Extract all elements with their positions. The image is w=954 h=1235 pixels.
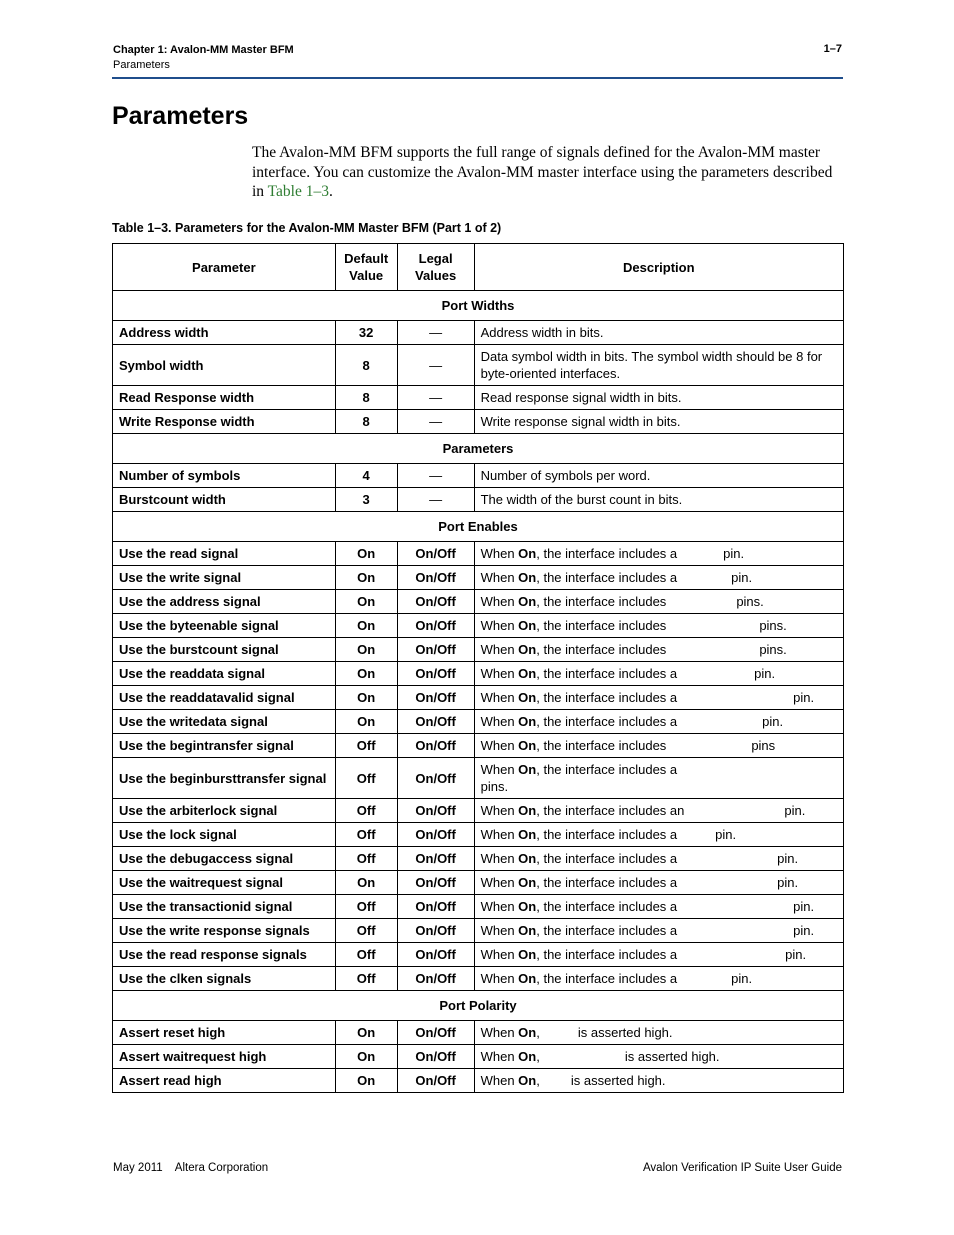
desc-clause: , bbox=[536, 1073, 540, 1088]
table-caption: Table 1–3. Parameters for the Avalon-MM Master BFM (Part 1 of 2) bbox=[112, 221, 502, 235]
legal-values: On/Off bbox=[397, 1069, 474, 1093]
default-value: Off bbox=[335, 847, 397, 871]
header-legal-text: Legal Values bbox=[415, 251, 457, 283]
parameter-name: Number of symbols bbox=[113, 464, 336, 488]
header-parameter: Parameter bbox=[113, 244, 336, 291]
section-row bbox=[113, 512, 844, 542]
legal-values: On/Off bbox=[397, 895, 474, 919]
desc-tail: pins. bbox=[759, 642, 787, 657]
desc-when: When bbox=[480, 803, 519, 818]
desc-tail: pin. bbox=[777, 875, 799, 890]
table-row bbox=[113, 823, 844, 847]
description bbox=[474, 943, 843, 967]
desc-when: When bbox=[480, 642, 519, 657]
desc-tail: pin. bbox=[715, 827, 737, 842]
table-row bbox=[113, 871, 844, 895]
default-value: On bbox=[335, 710, 397, 734]
description bbox=[474, 662, 843, 686]
description: Read response signal width in bits. bbox=[474, 386, 843, 410]
desc-on: On bbox=[518, 738, 537, 753]
default-value: Off bbox=[335, 823, 397, 847]
table-row bbox=[113, 614, 844, 638]
parameter-name: Use the readdata signal bbox=[113, 662, 336, 686]
legal-values: On/Off bbox=[397, 638, 474, 662]
header-description: Description bbox=[474, 244, 843, 291]
table-row bbox=[113, 799, 844, 823]
parameter-name: Use the transactionid signal bbox=[113, 895, 336, 919]
table-row bbox=[113, 758, 844, 799]
default-value: On bbox=[335, 871, 397, 895]
desc-on: On bbox=[518, 923, 537, 938]
desc-tail: pin. bbox=[784, 803, 806, 818]
desc-on: On bbox=[518, 594, 537, 609]
section-title: Port Widths bbox=[113, 291, 844, 321]
table-row bbox=[113, 943, 844, 967]
default-value: 32 bbox=[335, 321, 397, 345]
desc-tail: pin. bbox=[731, 971, 753, 986]
table-row bbox=[113, 590, 844, 614]
default-value: Off bbox=[335, 758, 397, 799]
table-row bbox=[113, 710, 844, 734]
desc-tail: is asserted high. bbox=[570, 1073, 666, 1088]
parameter-name: Use the clken signals bbox=[113, 967, 336, 991]
desc-clause: , the interface includes a bbox=[536, 899, 678, 914]
description bbox=[474, 758, 843, 799]
page-number: 1–7 bbox=[823, 43, 842, 55]
legal-values: On/Off bbox=[397, 919, 474, 943]
section-title: Port Polarity bbox=[113, 991, 844, 1021]
description: Write response signal width in bits. bbox=[474, 410, 843, 434]
desc-clause: , the interface includes bbox=[536, 594, 667, 609]
default-value: On bbox=[335, 566, 397, 590]
description: The width of the burst count in bits. bbox=[474, 488, 843, 512]
desc-when: When bbox=[480, 827, 519, 842]
desc-on: On bbox=[518, 666, 537, 681]
intro-end: . bbox=[328, 183, 333, 200]
parameter-name: Use the debugaccess signal bbox=[113, 847, 336, 871]
table-body bbox=[113, 291, 844, 1093]
table-row bbox=[113, 847, 844, 871]
legal-values: On/Off bbox=[397, 847, 474, 871]
desc-clause: , the interface includes a bbox=[536, 666, 678, 681]
description bbox=[474, 919, 843, 943]
legal-values: On/Off bbox=[397, 590, 474, 614]
description bbox=[474, 566, 843, 590]
table-row bbox=[113, 386, 844, 410]
footer-date-company: May 2011 Altera Corporation bbox=[113, 1162, 269, 1174]
desc-tail: pin. bbox=[754, 666, 776, 681]
description bbox=[474, 823, 843, 847]
desc-clause: , the interface includes bbox=[536, 618, 667, 633]
table-row bbox=[113, 967, 844, 991]
parameter-name: Use the beginbursttransfer signal bbox=[113, 758, 336, 799]
desc-on: On bbox=[518, 690, 537, 705]
desc-on: On bbox=[518, 1073, 537, 1088]
desc-when: When bbox=[480, 923, 519, 938]
header-rule bbox=[112, 77, 843, 79]
description bbox=[474, 799, 843, 823]
table-row bbox=[113, 686, 844, 710]
desc-when: When bbox=[480, 594, 519, 609]
desc-tail: pin. bbox=[731, 570, 753, 585]
desc-when: When bbox=[480, 947, 519, 962]
parameter-name: Use the write signal bbox=[113, 566, 336, 590]
desc-clause: , bbox=[536, 1049, 540, 1064]
desc-on: On bbox=[518, 947, 537, 962]
parameter-name: Use the arbiterlock signal bbox=[113, 799, 336, 823]
parameter-name: Use the address signal bbox=[113, 590, 336, 614]
desc-on: On bbox=[518, 851, 537, 866]
section-row bbox=[113, 991, 844, 1021]
section-row bbox=[113, 291, 844, 321]
section-title: Parameters bbox=[113, 434, 844, 464]
desc-clause: , the interface includes bbox=[536, 642, 667, 657]
table-row bbox=[113, 662, 844, 686]
parameter-name: Assert read high bbox=[113, 1069, 336, 1093]
default-value: On bbox=[335, 1069, 397, 1093]
desc-when: When bbox=[480, 1049, 519, 1064]
desc-clause: , the interface includes a bbox=[536, 827, 678, 842]
description bbox=[474, 542, 843, 566]
desc-clause: , the interface includes a bbox=[536, 690, 678, 705]
header-default bbox=[335, 244, 397, 291]
desc-clause: , the interface includes a bbox=[536, 714, 678, 729]
parameter-name: Use the begintransfer signal bbox=[113, 734, 336, 758]
desc-on: On bbox=[518, 827, 537, 842]
legal-values: On/Off bbox=[397, 871, 474, 895]
description: Data symbol width in bits. The symbol width should be 8 for byte-oriented interfaces. bbox=[474, 345, 843, 386]
desc-tail: pin. bbox=[762, 714, 784, 729]
legal-values: On/Off bbox=[397, 1021, 474, 1045]
table-row bbox=[113, 321, 844, 345]
parameter-name: Use the waitrequest signal bbox=[113, 871, 336, 895]
description bbox=[474, 614, 843, 638]
desc-when: When bbox=[480, 971, 519, 986]
default-value: Off bbox=[335, 919, 397, 943]
description bbox=[474, 1069, 843, 1093]
parameter-name: Use the writedata signal bbox=[113, 710, 336, 734]
legal-values: On/Off bbox=[397, 662, 474, 686]
desc-tail: pin. bbox=[793, 923, 815, 938]
table-row bbox=[113, 464, 844, 488]
desc-tail: pin. bbox=[777, 851, 799, 866]
default-value: On bbox=[335, 542, 397, 566]
desc-on: On bbox=[518, 1025, 537, 1040]
desc-when: When bbox=[480, 546, 519, 561]
desc-on: On bbox=[518, 803, 537, 818]
default-value: Off bbox=[335, 967, 397, 991]
default-value: 3 bbox=[335, 488, 397, 512]
desc-clause: , the interface includes a bbox=[536, 947, 678, 962]
legal-values: On/Off bbox=[397, 799, 474, 823]
desc-clause: , the interface includes a bbox=[536, 546, 678, 561]
table-row bbox=[113, 488, 844, 512]
desc-on: On bbox=[518, 546, 537, 561]
default-value: On bbox=[335, 590, 397, 614]
desc-tail: pin. bbox=[723, 546, 745, 561]
desc-on: On bbox=[518, 570, 537, 585]
default-value: 8 bbox=[335, 345, 397, 386]
default-value: 4 bbox=[335, 464, 397, 488]
desc-when: When bbox=[480, 666, 519, 681]
desc-tail: pin. bbox=[793, 899, 815, 914]
legal-values: On/Off bbox=[397, 758, 474, 799]
table-row bbox=[113, 1021, 844, 1045]
parameter-name: Write Response width bbox=[113, 410, 336, 434]
desc-on: On bbox=[518, 618, 537, 633]
desc-on: On bbox=[518, 714, 537, 729]
parameter-name: Use the read response signals bbox=[113, 943, 336, 967]
page-title: Parameters bbox=[112, 102, 249, 130]
section-name: Parameters bbox=[113, 59, 170, 71]
parameter-name: Burstcount width bbox=[113, 488, 336, 512]
desc-clause: , the interface includes a bbox=[536, 762, 678, 777]
description bbox=[474, 734, 843, 758]
legal-values: On/Off bbox=[397, 614, 474, 638]
table-row bbox=[113, 638, 844, 662]
desc-on: On bbox=[518, 971, 537, 986]
desc-when: When bbox=[480, 899, 519, 914]
legal-values: On/Off bbox=[397, 686, 474, 710]
intro-paragraph bbox=[252, 143, 842, 202]
table-row bbox=[113, 542, 844, 566]
parameter-name: Assert waitrequest high bbox=[113, 1045, 336, 1069]
table-row bbox=[113, 345, 844, 386]
parameter-name: Assert reset high bbox=[113, 1021, 336, 1045]
description bbox=[474, 710, 843, 734]
parameter-name: Use the byteenable signal bbox=[113, 614, 336, 638]
desc-on: On bbox=[518, 875, 537, 890]
desc-on: On bbox=[518, 899, 537, 914]
desc-when: When bbox=[480, 738, 519, 753]
legal-values: On/Off bbox=[397, 710, 474, 734]
table-header-row bbox=[113, 244, 844, 291]
legal-values: — bbox=[397, 410, 474, 434]
default-value: 8 bbox=[335, 410, 397, 434]
desc-clause: , the interface includes a bbox=[536, 971, 678, 986]
header-legal bbox=[397, 244, 474, 291]
table-row bbox=[113, 919, 844, 943]
desc-clause: , bbox=[536, 1025, 540, 1040]
table-row bbox=[113, 410, 844, 434]
parameter-name: Symbol width bbox=[113, 345, 336, 386]
desc-when: When bbox=[480, 762, 519, 777]
parameter-name: Use the write response signals bbox=[113, 919, 336, 943]
table-row bbox=[113, 895, 844, 919]
desc-clause: , the interface includes an bbox=[536, 803, 685, 818]
desc-when: When bbox=[480, 714, 519, 729]
description bbox=[474, 967, 843, 991]
description: Number of symbols per word. bbox=[474, 464, 843, 488]
parameter-name: Use the lock signal bbox=[113, 823, 336, 847]
desc-clause: , the interface includes a bbox=[536, 875, 678, 890]
legal-values: On/Off bbox=[397, 566, 474, 590]
legal-values: — bbox=[397, 488, 474, 512]
desc-clause: , the interface includes a bbox=[536, 923, 678, 938]
header-default-text: Default Value bbox=[344, 251, 389, 283]
default-value: On bbox=[335, 662, 397, 686]
parameter-name: Use the readdatavalid signal bbox=[113, 686, 336, 710]
desc-when: When bbox=[480, 1025, 519, 1040]
default-value: Off bbox=[335, 734, 397, 758]
legal-values: — bbox=[397, 386, 474, 410]
description bbox=[474, 847, 843, 871]
desc-tail: pins bbox=[751, 738, 776, 753]
description bbox=[474, 871, 843, 895]
default-value: Off bbox=[335, 799, 397, 823]
default-value: On bbox=[335, 1021, 397, 1045]
default-value: On bbox=[335, 638, 397, 662]
legal-values: — bbox=[397, 464, 474, 488]
desc-tail: pins. bbox=[759, 618, 787, 633]
description: Address width in bits. bbox=[474, 321, 843, 345]
section-row bbox=[113, 434, 844, 464]
legal-values: On/Off bbox=[397, 823, 474, 847]
legal-values: On/Off bbox=[397, 943, 474, 967]
legal-values: — bbox=[397, 321, 474, 345]
desc-when: When bbox=[480, 1073, 519, 1088]
default-value: Off bbox=[335, 895, 397, 919]
footer-doc-title: Avalon Verification IP Suite User Guide bbox=[642, 1162, 842, 1174]
intro-text: The Avalon-MM BFM supports the full range of signals defined for the Avalon-MM master interface. You can customize the Avalon-MM master interface using the parameters described in bbox=[252, 144, 833, 200]
table-row bbox=[113, 1045, 844, 1069]
desc-when: When bbox=[480, 690, 519, 705]
desc-clause: , the interface includes a bbox=[536, 851, 678, 866]
description bbox=[474, 686, 843, 710]
parameter-name: Use the burstcount signal bbox=[113, 638, 336, 662]
desc-when: When bbox=[480, 570, 519, 585]
desc-when: When bbox=[480, 618, 519, 633]
default-value: On bbox=[335, 1045, 397, 1069]
table-row bbox=[113, 734, 844, 758]
section-title: Port Enables bbox=[113, 512, 844, 542]
description bbox=[474, 895, 843, 919]
description bbox=[474, 590, 843, 614]
table-row bbox=[113, 566, 844, 590]
legal-values: On/Off bbox=[397, 734, 474, 758]
desc-clause: , the interface includes a bbox=[536, 570, 678, 585]
parameter-name: Use the read signal bbox=[113, 542, 336, 566]
default-value: On bbox=[335, 614, 397, 638]
desc-when: When bbox=[480, 851, 519, 866]
legal-values: — bbox=[397, 345, 474, 386]
desc-tail: is asserted high. bbox=[624, 1049, 720, 1064]
desc-clause: , the interface includes bbox=[536, 738, 667, 753]
table-link[interactable]: Table 1–3 bbox=[267, 183, 329, 200]
legal-values: On/Off bbox=[397, 542, 474, 566]
desc-on: On bbox=[518, 642, 537, 657]
desc-when: When bbox=[480, 875, 519, 890]
desc-tail: pin. bbox=[785, 947, 807, 962]
description bbox=[474, 1021, 843, 1045]
desc-tail: pin. bbox=[793, 690, 815, 705]
desc-tail: is asserted high. bbox=[577, 1025, 673, 1040]
chapter-title: Chapter 1: Avalon-MM Master BFM bbox=[113, 44, 294, 56]
running-header bbox=[113, 43, 294, 73]
legal-values: On/Off bbox=[397, 1045, 474, 1069]
legal-values: On/Off bbox=[397, 967, 474, 991]
description bbox=[474, 1045, 843, 1069]
desc-tail: pins. bbox=[480, 779, 509, 794]
parameter-name: Address width bbox=[113, 321, 336, 345]
desc-tail: pins. bbox=[736, 594, 764, 609]
table-row bbox=[113, 1069, 844, 1093]
desc-on: On bbox=[518, 762, 537, 777]
description bbox=[474, 638, 843, 662]
desc-on: On bbox=[518, 1049, 537, 1064]
default-value: Off bbox=[335, 943, 397, 967]
parameters-table bbox=[112, 243, 844, 1093]
default-value: On bbox=[335, 686, 397, 710]
parameter-name: Read Response width bbox=[113, 386, 336, 410]
default-value: 8 bbox=[335, 386, 397, 410]
